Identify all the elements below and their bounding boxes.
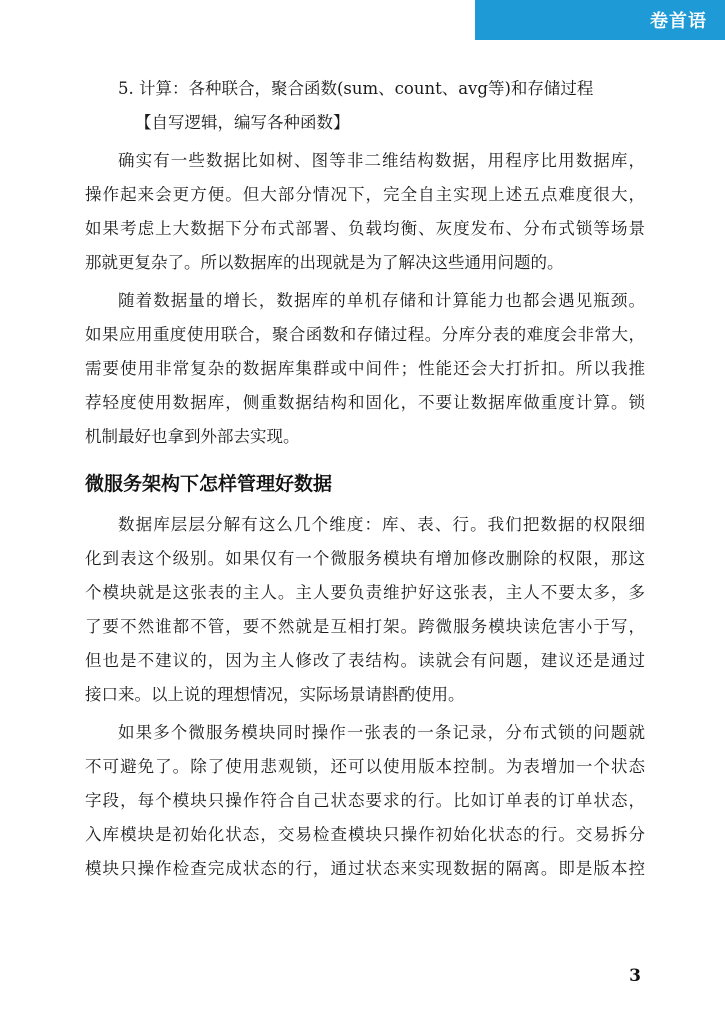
paragraph-line: 不可避免了。除了使用悲观锁，还可以使用版本控制。为表增加一个状态 <box>85 757 645 776</box>
paragraph-line: 入库模块是初始化状态，交易检查模块只操作初始化状态的行。交易拆分 <box>85 825 645 844</box>
page-number: 3 <box>629 966 641 986</box>
paragraph-line: 但也是不建议的，因为主人修改了表结构。读就会有问题，建议还是通过 <box>85 651 645 670</box>
section-heading: 微服务架构下怎样管理好数据 <box>85 473 333 495</box>
paragraph-2 <box>85 284 645 454</box>
paragraph-3 <box>85 508 645 712</box>
paragraph-line: 如果多个微服务模块同时操作一张表的一条记录，分布式锁的问题就 <box>118 723 645 742</box>
paragraph-line: 接口来。以上说的理想情况，实际场景请斟酌使用。 <box>85 685 465 704</box>
paragraph-line: 需要使用非常复杂的数据库集群或中间件；性能还会大打折扣。所以我推 <box>85 359 645 378</box>
paragraph-line: 模块只操作检查完成状态的行，通过状态来实现数据的隔离。即是版本控 <box>85 859 645 878</box>
paragraph-line: 了要不然谁都不管，要不然就是互相打架。跨微服务模块读危害小于写， <box>85 617 645 636</box>
paragraph-line: 机制最好也拿到外部去实现。 <box>85 427 300 446</box>
section-header-tab <box>475 0 725 40</box>
paragraph-line: 化到表这个级别。如果仅有一个微服务模块有增加修改删除的权限，那这 <box>85 549 645 568</box>
paragraph-line: 如果应用重度使用联合，聚合函数和存储过程。分库分表的难度会非常大， <box>85 325 645 344</box>
paragraph-line: 确实有一些数据比如树、图等非二维结构数据，用程序比用数据库， <box>118 151 645 170</box>
paragraph-1 <box>85 144 645 280</box>
paragraph-line: 个模块就是这张表的主人。主人要负责维护好这张表，主人不要太多，多 <box>85 583 645 602</box>
section-header-title: 卷首语 <box>650 11 707 32</box>
paragraph-line: 随着数据量的增长，数据库的单机存储和计算能力也都会遇见瓶颈。 <box>118 291 645 310</box>
paragraph-line: 荐轻度使用数据库，侧重数据结构和固化，不要让数据库做重度计算。锁 <box>85 393 645 412</box>
list-item-5: 5. 计算：各种联合，聚合函数(sum、count、avg等)和存储过程 <box>118 79 594 98</box>
paragraph-line: 那就更复杂了。所以数据库的出现就是为了解决这些通用问题的。 <box>85 253 564 272</box>
paragraph-4 <box>85 716 645 886</box>
article-body <box>85 72 645 886</box>
list-item-5-note: 【自写逻辑，编写各种函数】 <box>135 113 350 132</box>
paragraph-line: 字段，每个模块只操作符合自己状态要求的行。比如订单表的订单状态， <box>85 791 645 810</box>
paragraph-line: 操作起来会更方便。但大部分情况下，完全自主实现上述五点难度很大， <box>85 185 645 204</box>
paragraph-line: 数据库层层分解有这么几个维度：库、表、行。我们把数据的权限细 <box>118 515 645 534</box>
paragraph-line: 如果考虑上大数据下分布式部署、负载均衡、灰度发布、分布式锁等场景 <box>85 219 645 238</box>
